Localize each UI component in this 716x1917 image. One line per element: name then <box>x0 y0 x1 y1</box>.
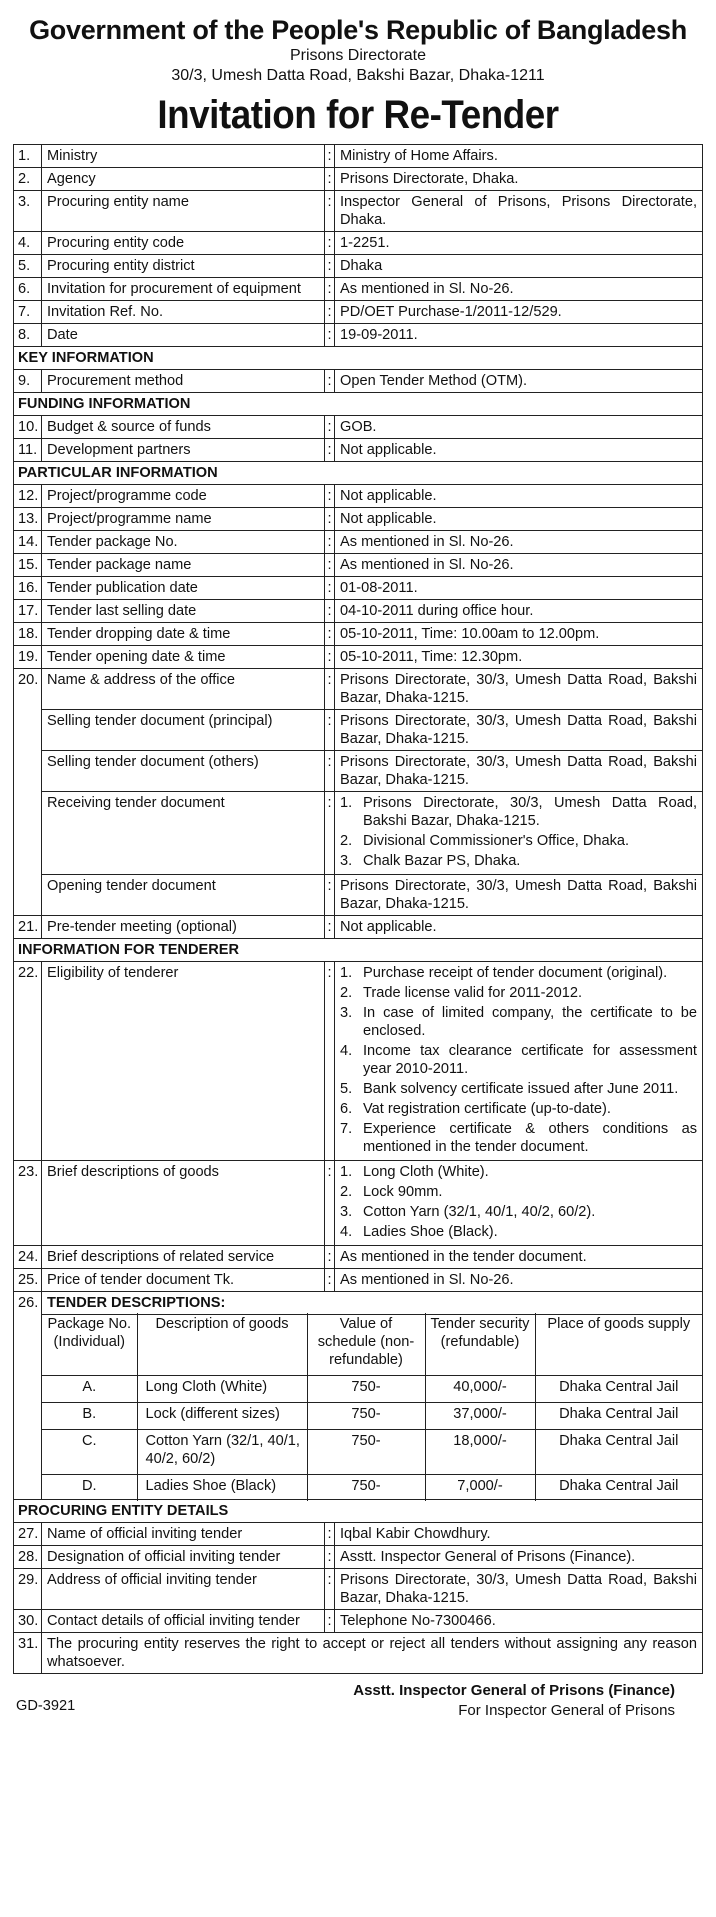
section-procuring-entity-details: PROCURING ENTITY DETAILS <box>14 1500 703 1523</box>
table-row: 22. Eligibility of tenderer : 1. Purchase receipt of tender document (original). 2. Trade license valid for 2011-2012. 3. In case of limited company, the certificate to be enclosed. 4. Income tax clearance certificate for assessment year 2010-2011. 5. Bank solvency certificate issued after June 2011. 6. Vat registration certificate (up-to-date). 7. Experience certificate & others conditions as mentioned in the tender document. <box>14 962 703 1161</box>
receiving-list <box>340 794 697 870</box>
tender-package-row: C. Cotton Yarn (32/1, 40/1, 40/2, 60/2) 750- 18,000/- Dhaka Central Jail <box>42 1430 702 1475</box>
signature-sub: For Inspector General of Prisons <box>458 1702 675 1719</box>
tender-package-row: D. Ladies Shoe (Black) 750- 7,000/- Dhaka Central Jail <box>42 1475 702 1502</box>
table-row: 15. Tender package name : As mentioned in Sl. No-26. <box>14 554 703 577</box>
gd-code: GD-3921 <box>16 1698 76 1714</box>
page-title: Invitation for Re-Tender <box>157 93 559 137</box>
tender-table-header <box>42 1313 702 1376</box>
table-row: 28. Designation of official inviting tender : Asstt. Inspector General of Prisons (Finance). <box>14 1546 703 1569</box>
tender-notice <box>13 0 703 1738</box>
signature-title: Asstt. Inspector General of Prisons (Finance) <box>353 1682 675 1699</box>
tender-descriptions-heading: TENDER DESCRIPTIONS: <box>42 1292 703 1315</box>
table-row: 24. Brief descriptions of related service : As mentioned in the tender document. <box>14 1246 703 1269</box>
list-item: 7. Experience certificate & others conditions as mentioned in the tender document. <box>340 1121 697 1155</box>
table-row: 31. The procuring entity reserves the right to accept or reject all tenders without assigning any reason whatsoever. <box>14 1633 703 1674</box>
footer <box>13 1678 703 1738</box>
list-item: 2. Lock 90mm. <box>340 1184 443 1200</box>
list-item: 2. Divisional Commissioner's Office, Dhaka. <box>340 833 630 849</box>
list-item: 4. Ladies Shoe (Black). <box>340 1224 498 1240</box>
list-item: 4. Income tax clearance certificate for assessment year 2010-2011. <box>340 1043 697 1077</box>
tender-package-row: A. Long Cloth (White) 750- 40,000/- Dhaka Central Jail <box>42 1376 702 1403</box>
table-row: 18. Tender dropping date & time : 05-10-2011, Time: 10.00am to 12.00pm. <box>14 623 703 646</box>
table-row: 23. Brief descriptions of goods : 1. Long Cloth (White). 2. Lock 90mm. 3. Cotton Yarn (32/1, 40/1, 40/2, 60/2). 4. Ladies Shoe (Black). <box>14 1161 703 1246</box>
list-item: 3. In case of limited company, the certificate to be enclosed. <box>340 1005 697 1039</box>
list-item: 1. Prisons Directorate, 30/3, Umesh Datta Road, Bakshi Bazar, Dhaka-1215. <box>340 795 697 829</box>
section-information-for-tenderer: INFORMATION FOR TENDERER <box>14 939 703 962</box>
table-row: 13. Project/programme name : Not applicable. <box>14 508 703 531</box>
table-row: 14. Tender package No. : As mentioned in Sl. No-26. <box>14 531 703 554</box>
table-row: 10. Budget & source of funds : GOB. <box>14 416 703 439</box>
tender-info-table <box>13 144 703 1674</box>
column-header: Value of schedule (non-refundable) <box>307 1313 425 1376</box>
table-row: 4. Procuring entity code : 1-2251. <box>14 232 703 255</box>
directorate-address: 30/3, Umesh Datta Road, Bakshi Bazar, Dhaka-1211 <box>171 67 545 84</box>
table-row: 11. Development partners : Not applicable. <box>14 439 703 462</box>
table-row: 21. Pre-tender meeting (optional) : Not applicable. <box>14 916 703 939</box>
table-row: 6. Invitation for procurement of equipment : As mentioned in Sl. No-26. <box>14 278 703 301</box>
table-row: 12. Project/programme code : Not applicable. <box>14 485 703 508</box>
column-header: Package No. (Individual) <box>42 1313 137 1376</box>
list-item: 3. Chalk Bazar PS, Dhaka. <box>340 853 521 869</box>
section-funding-information: FUNDING INFORMATION <box>14 393 703 416</box>
table-row: 5. Procuring entity district : Dhaka <box>14 255 703 278</box>
list-item: 5. Bank solvency certificate issued after June 2011. <box>340 1081 679 1097</box>
table-row: Opening tender document : Prisons Directorate, 30/3, Umesh Datta Road, Bakshi Bazar, Dhaka-1215. <box>14 875 703 916</box>
table-row: Receiving tender document : 1. Prisons Directorate, 30/3, Umesh Datta Road, Bakshi Bazar, Dhaka-1215. 2. Divisional Commissioner's Office, Dhaka. 3. Chalk Bazar PS, Dhaka. <box>14 792 703 875</box>
table-row: 25. Price of tender document Tk. : As mentioned in Sl. No-26. <box>14 1269 703 1292</box>
table-row: 1. Ministry : Ministry of Home Affairs. <box>14 145 703 168</box>
table-row: 30. Contact details of official inviting tender : Telephone No-7300466. <box>14 1610 703 1633</box>
table-row: 29. Address of official inviting tender : Prisons Directorate, 30/3, Umesh Datta Road, Bakshi Bazar, Dhaka-1215. <box>14 1569 703 1610</box>
table-row: 2. Agency : Prisons Directorate, Dhaka. <box>14 168 703 191</box>
table-row: 20. Name & address of the office : Prisons Directorate, 30/3, Umesh Datta Road, Bakshi Bazar, Dhaka-1215. <box>14 669 703 710</box>
tender-descriptions-table <box>42 1313 702 1501</box>
list-item: 1. Long Cloth (White). <box>340 1164 489 1180</box>
table-row: 9. Procurement method : Open Tender Method (OTM). <box>14 370 703 393</box>
table-row: 7. Invitation Ref. No. : PD/OET Purchase-1/2011-12/529. <box>14 301 703 324</box>
table-row: 17. Tender last selling date : 04-10-2011 during office hour. <box>14 600 703 623</box>
government-heading: Government of the People's Republic of Bangladesh <box>29 15 687 45</box>
list-item: 2. Trade license valid for 2011-2012. <box>340 985 583 1001</box>
table-row: Selling tender document (others) : Prisons Directorate, 30/3, Umesh Datta Road, Bakshi Bazar, Dhaka-1215. <box>14 751 703 792</box>
table-row: 27. Name of official inviting tender : Iqbal Kabir Chowdhury. <box>14 1523 703 1546</box>
reservation-clause: The procuring entity reserves the right to accept or reject all tenders without assigning any reason whatsoever. <box>42 1633 703 1674</box>
goods-list <box>340 1163 697 1241</box>
column-header: Description of goods <box>137 1313 307 1376</box>
section-key-information: KEY INFORMATION <box>14 347 703 370</box>
table-row: 19. Tender opening date & time : 05-10-2011, Time: 12.30pm. <box>14 646 703 669</box>
list-item: 6. Vat registration certificate (up-to-date). <box>340 1101 611 1117</box>
table-row: 3. Procuring entity name : Inspector General of Prisons, Prisons Directorate, Dhaka. <box>14 191 703 232</box>
column-header: Tender security (refundable) <box>425 1313 535 1376</box>
list-item: 1. Purchase receipt of tender document (original). <box>340 965 668 981</box>
section-particular-information: PARTICULAR INFORMATION <box>14 462 703 485</box>
list-item: 3. Cotton Yarn (32/1, 40/1, 40/2, 60/2). <box>340 1204 596 1220</box>
directorate-name: Prisons Directorate <box>289 47 427 64</box>
tender-package-row: B. Lock (different sizes) 750- 37,000/- Dhaka Central Jail <box>42 1403 702 1430</box>
eligibility-list <box>340 964 697 1156</box>
table-row: 26. TENDER DESCRIPTIONS: <box>14 1292 703 1315</box>
table-row: 16. Tender publication date : 01-08-2011. <box>14 577 703 600</box>
table-row: 8. Date : 19-09-2011. <box>14 324 703 347</box>
table-row: Selling tender document (principal) : Prisons Directorate, 30/3, Umesh Datta Road, Bakshi Bazar, Dhaka-1215. <box>14 710 703 751</box>
column-header: Place of goods supply <box>535 1313 702 1376</box>
